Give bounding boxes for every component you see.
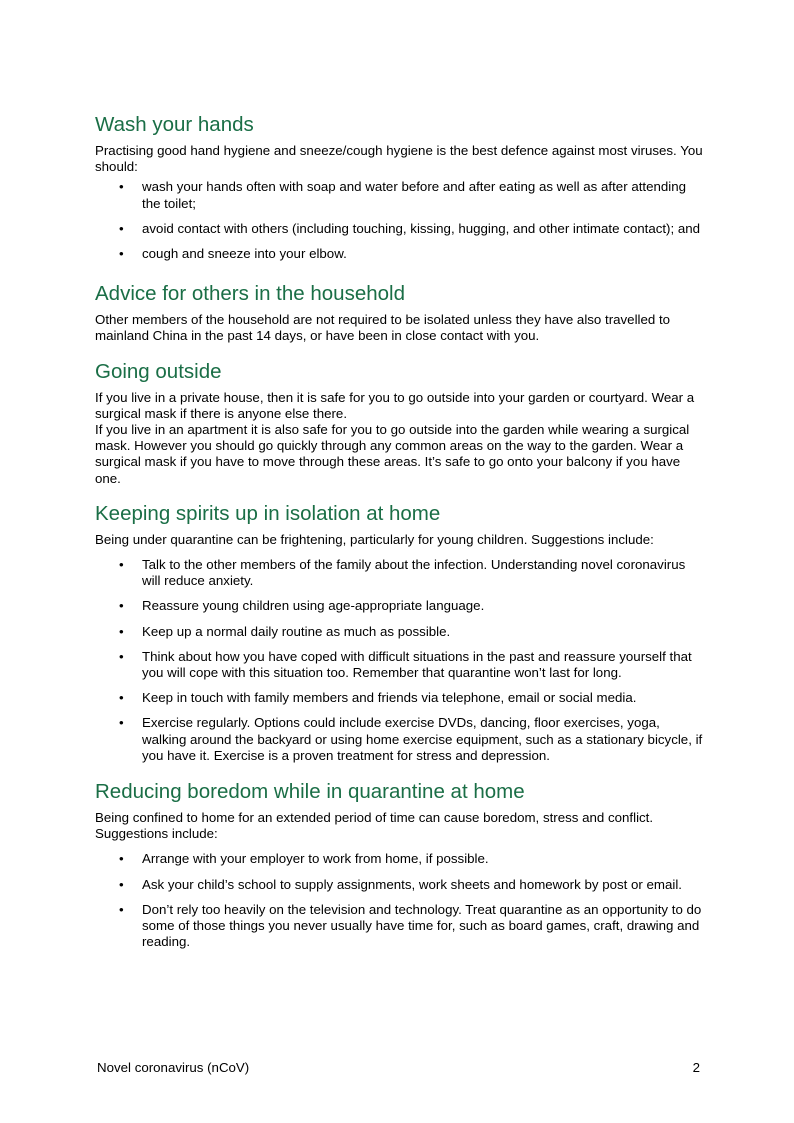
- bullet-icon: •: [119, 648, 124, 664]
- bullet-icon: •: [119, 901, 124, 917]
- section-keeping-spirits-up: [95, 501, 707, 764]
- list-item-text: cough and sneeze into your elbow.: [142, 246, 347, 262]
- list-item: [95, 179, 707, 211]
- list-item-text: Exercise regularly. Options could include exercise DVDs, dancing, floor exercises, yoga, walking around the backyard or using home exercise equipment, such as a stationary bicycle, if you have it. Exercise is a proven treatment for stress and depression.: [142, 715, 703, 763]
- list-item: [95, 624, 707, 640]
- section-heading: Keeping spirits up in isolation at home: [95, 501, 441, 525]
- list-item: [95, 715, 707, 764]
- section-paragraph: If you live in a private house, then it is safe for you to go outside into your garden or courtyard. Wear a surgical mask if there is anyone else there.: [95, 389, 695, 421]
- page-number: 2: [692, 1060, 700, 1075]
- bullet-list: [95, 557, 707, 764]
- list-item-text: Reassure young children using age-appropriate language.: [142, 598, 485, 614]
- list-item-text: Keep in touch with family members and friends via telephone, email or social media.: [142, 690, 637, 706]
- list-item: [95, 851, 707, 867]
- list-item-text: Keep up a normal daily routine as much as possible.: [142, 623, 451, 639]
- bullet-icon: •: [119, 690, 124, 706]
- list-item-text: wash your hands often with soap and water before and after eating as well as after attending the toilet;: [142, 179, 687, 211]
- list-item-text: Think about how you have coped with difficult situations in the past and reassure yourself that you will cope with this situation too. Remember that quarantine won’t last for long.: [142, 648, 692, 681]
- section-household-advice: [95, 281, 707, 344]
- section-paragraph: If you live in an apartment it is also safe for you to go outside into the garden while wearing a surgical mask. However you should go quickly through any common areas on the way to the garden. Wear a surgical mask if you have to move through these areas. It’s safe to go onto your balcony if you have one.: [95, 422, 690, 486]
- section-paragraph: Other members of the household are not required to be isolated unless they have also travelled to mainland China in the past 14 days, or have been in close contact with you.: [95, 312, 671, 344]
- list-item-text: Ask your child’s school to supply assignments, work sheets and homework by post or email.: [142, 876, 683, 892]
- list-item: [95, 246, 707, 262]
- bullet-icon: •: [119, 179, 124, 195]
- bullet-icon: •: [119, 220, 124, 236]
- list-item: [95, 902, 707, 951]
- list-item: [95, 877, 707, 893]
- bullet-icon: •: [119, 715, 124, 731]
- list-item: [95, 221, 707, 237]
- list-item-text: Arrange with your employer to work from home, if possible.: [142, 851, 489, 867]
- section-wash-hands: [95, 112, 707, 262]
- footer-title: Novel coronavirus (nCoV): [97, 1060, 250, 1075]
- list-item: [95, 598, 707, 614]
- section-going-outside: [95, 359, 707, 487]
- list-item-text: avoid contact with others (including touching, kissing, hugging, and other intimate contact); and: [142, 220, 701, 236]
- section-heading: Advice for others in the household: [95, 282, 405, 306]
- page-footer: [97, 1060, 700, 1076]
- bullet-icon: •: [119, 246, 124, 262]
- bullet-list: [95, 179, 707, 262]
- section-heading: Going outside: [95, 359, 222, 383]
- bullet-icon: •: [119, 598, 124, 614]
- section-paragraph: Being confined to home for an extended period of time can cause boredom, stress and conflict. Suggestions include:: [95, 810, 654, 842]
- list-item-text: Don’t rely too heavily on the television and technology. Treat quarantine as an opportunity to do some of those things you never usually have time for, such as board games, craft, drawing and reading.: [142, 901, 702, 950]
- bullet-icon: •: [119, 557, 124, 573]
- bullet-icon: •: [119, 876, 124, 892]
- bullet-icon: •: [119, 851, 124, 867]
- document-page: [95, 112, 707, 958]
- section-paragraph: Being under quarantine can be frightening, particularly for young children. Suggestions include:: [95, 531, 654, 547]
- section-paragraph: Practising good hand hygiene and sneeze/cough hygiene is the best defence against most viruses. You should:: [95, 143, 703, 175]
- bullet-icon: •: [119, 623, 124, 639]
- list-item: [95, 557, 707, 589]
- list-item: [95, 649, 707, 681]
- section-heading: Reducing boredom while in quarantine at home: [95, 780, 525, 804]
- section-heading: Wash your hands: [95, 113, 254, 136]
- bullet-list: [95, 851, 707, 950]
- list-item-text: Talk to the other members of the family about the infection. Understanding novel coronavirus will reduce anxiety.: [142, 557, 686, 589]
- section-reducing-boredom: [95, 779, 707, 950]
- list-item: [95, 690, 707, 706]
